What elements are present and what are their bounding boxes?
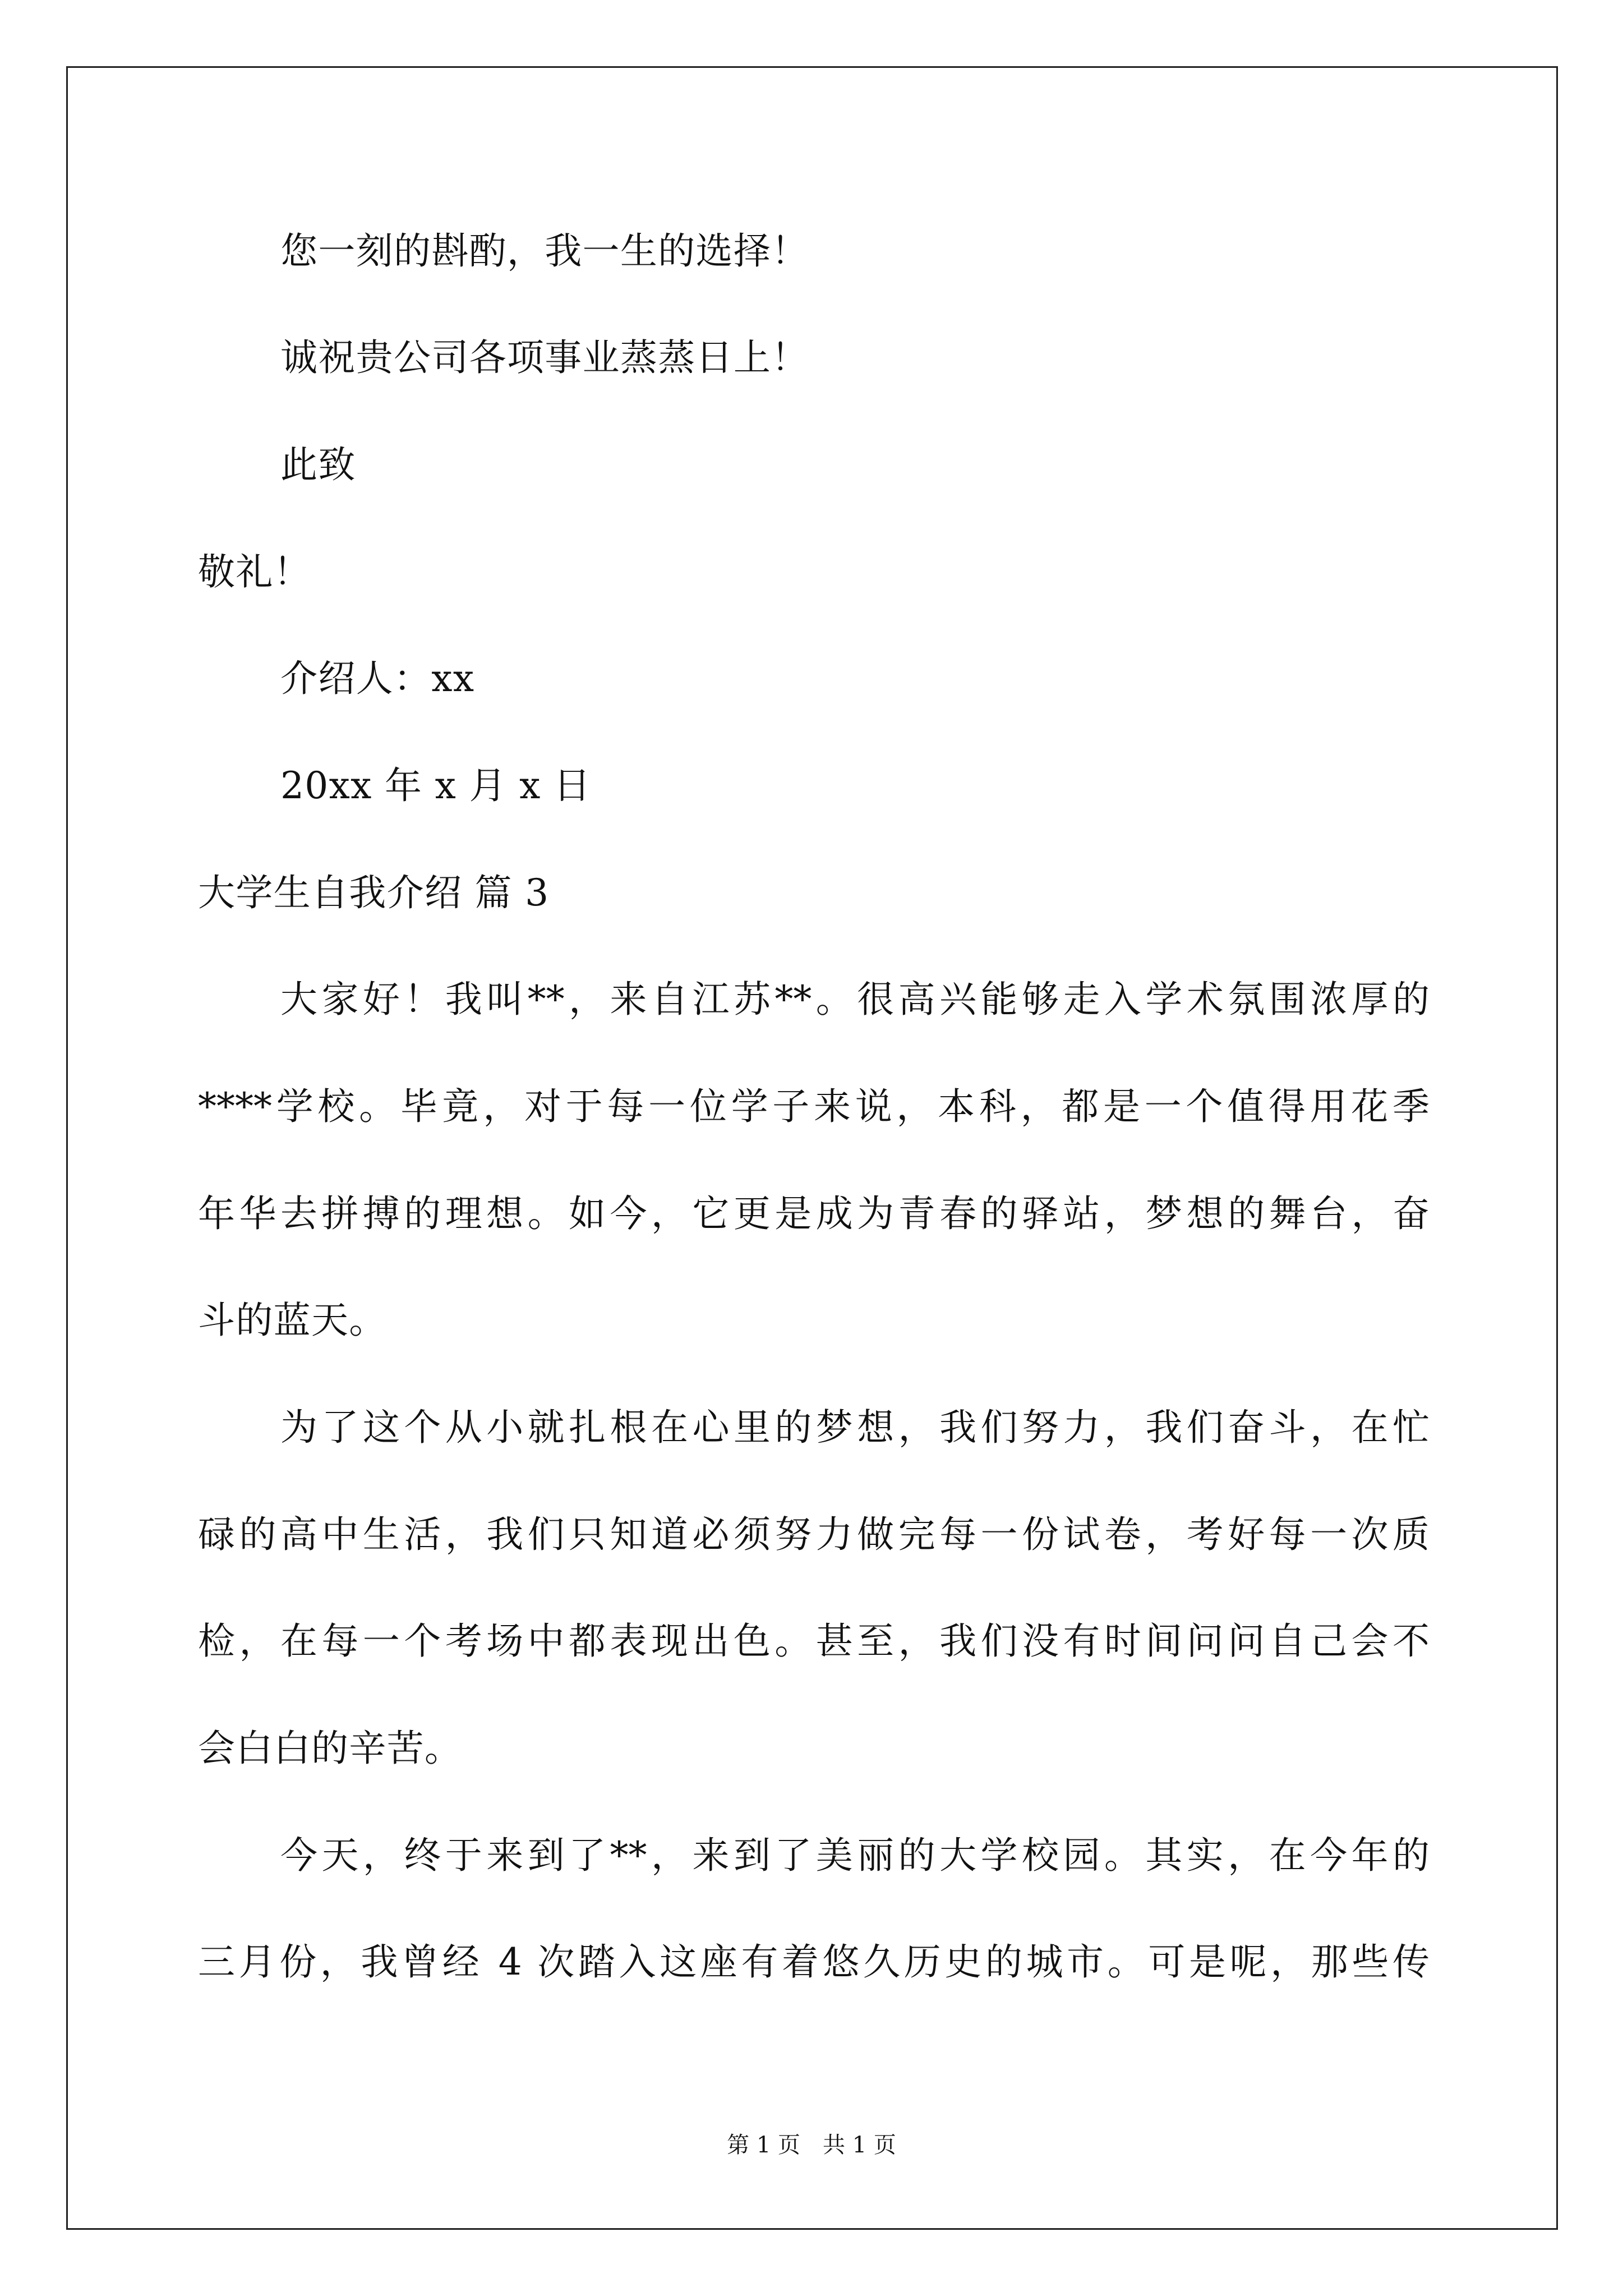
paragraph-3-line-2: 三月份，我曾经 4 次踏入这座有着悠久历史的城市。可是呢，那些传 [198,1940,1430,1984]
paragraph-3-line-1: 今天，终于来到了**，来到了美丽的大学校园。其实，在今年的 [280,1834,1430,1877]
paragraph-2-line-2: 碌的高中生活，我们只知道必须努力做完每一份试卷，考好每一次质 [198,1513,1430,1556]
closing-line-2: 诚祝贵公司各项事业蒸蒸日上！ [280,336,809,379]
paragraph-1-line-3: 年华去拼搏的理想。如今，它更是成为青春的驿站，梦想的舞台，奋 [198,1192,1430,1235]
page-footer: 第 1 页 共 1 页 [727,2132,896,2158]
paragraph-1-line-1: 大家好！我叫**，来自江苏**。很高兴能够走入学术氛围浓厚的 [280,978,1430,1021]
introducer-line: 介绍人：xx [280,657,475,700]
paragraph-2-line-4: 会白白的辛苦。 [198,1727,463,1770]
closing-line-1: 您一刻的斟酌，我一生的选择！ [280,229,809,273]
date-line: 20xx 年 x 月 x 日 [280,764,592,807]
paragraph-1-line-2: ****学校。毕竟，对于每一位学子来说，本科，都是一个值得用花季 [198,1085,1430,1128]
salutation-cizhi: 此致 [280,443,356,486]
salutation-jingli: 敬礼！ [198,550,311,593]
paragraph-2-line-3: 检，在每一个考场中都表现出色。甚至，我们没有时间问问自己会不 [198,1619,1430,1663]
paragraph-1-line-4: 斗的蓝天。 [198,1299,387,1342]
page-border [66,66,1558,2230]
section-heading: 大学生自我介绍 篇 3 [198,871,550,914]
paragraph-2-line-1: 为了这个从小就扎根在心里的梦想，我们努力，我们奋斗，在忙 [280,1406,1430,1449]
